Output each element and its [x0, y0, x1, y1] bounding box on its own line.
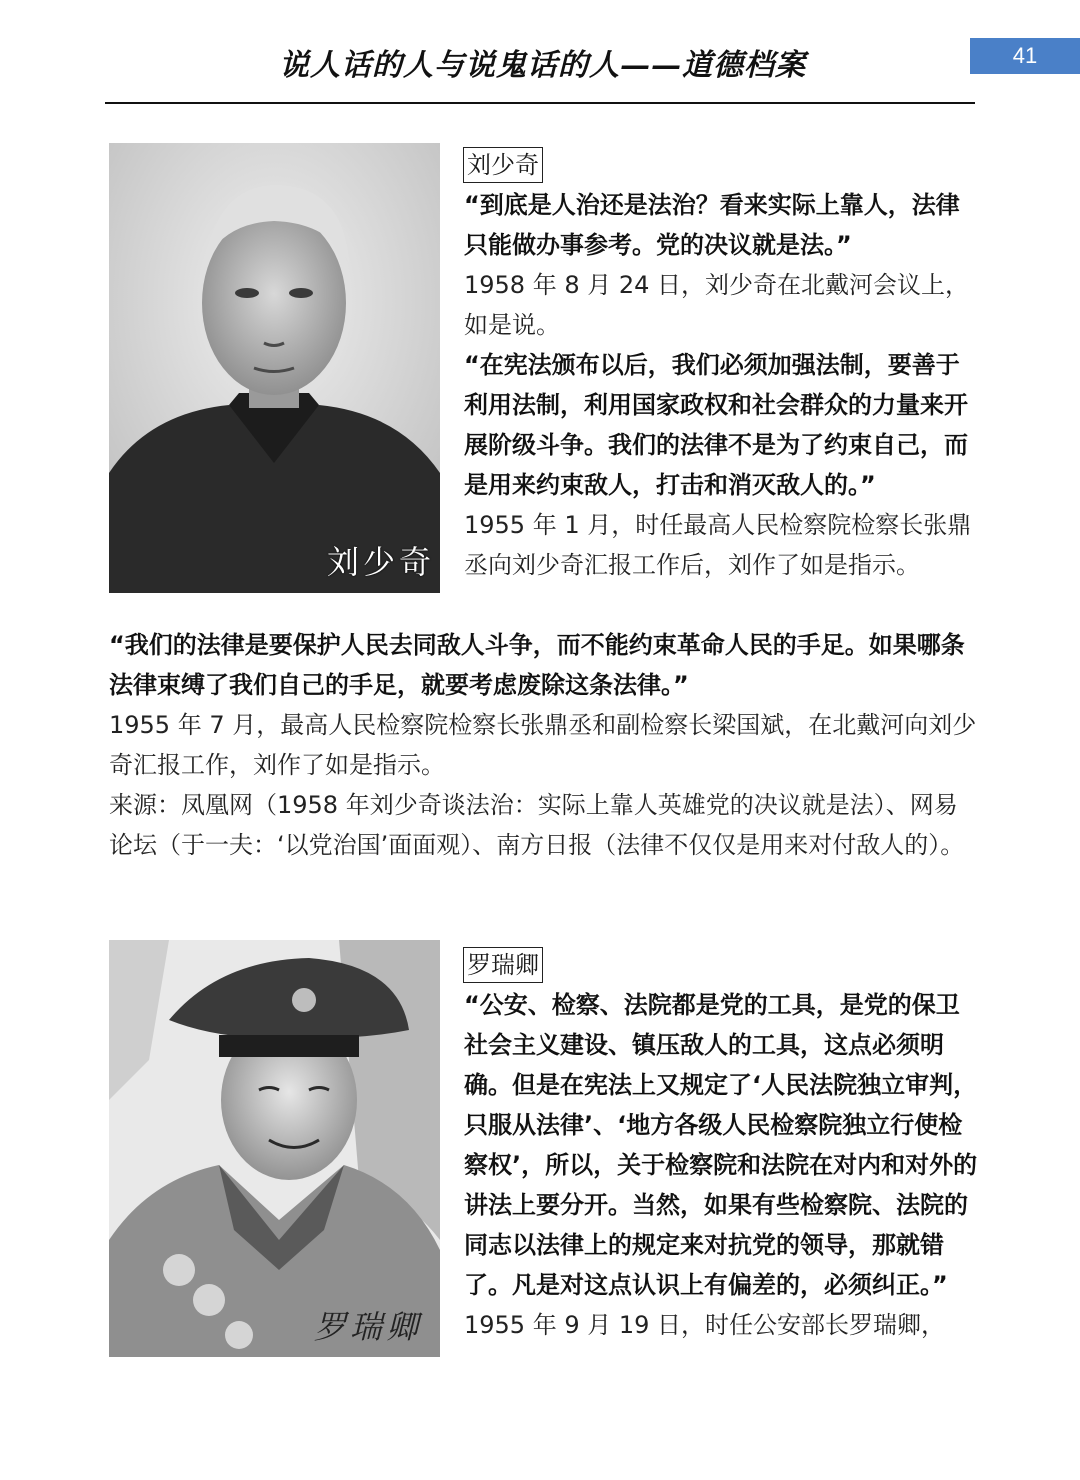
source-note: 来源：凤凰网（1958 年刘少奇谈法治：实际上靠人英雄党的决议就是法）、网易论坛（于一夫：‘以党治国’面面观）、南方日报（法律不仅仅是用来对付敌人的）。: [109, 791, 965, 859]
person-name-label: 罗瑞卿: [463, 947, 543, 983]
quote-block: “我们的法律是要保护人民去同敌人斗争，而不能约束革命人民的手足。如果哪条法律束缚了我们自己的手足，就要考虑废除这条法律。”: [109, 631, 965, 699]
entry1-full-text: [109, 625, 979, 865]
attribution-note: 1955 年 1 月，时任最高人民检察院检察长张鼎丞向刘少奇汇报工作后，刘作了如是指示。: [464, 511, 972, 579]
running-header-title: 说人话的人与说鬼话的人——道德档案: [279, 48, 806, 83]
quote-block: “在宪法颁布以后，我们必须加强法制，要善于利用法制，利用国家政权和社会群众的力量来开展阶级斗争。我们的法律不是为了约束自己，而是用来约束敌人，打击和消灭敌人的。”: [464, 351, 968, 499]
attribution-note: 1955 年 7 月，最高人民检察院检察长张鼎丞和副检察长梁国斌，在北戴河向刘少奇汇报工作，刘作了如是指示。: [109, 711, 977, 779]
quote-block: “到底是人治还是法治？看来实际上靠人，法律只能做办事参考。党的决议就是法。”: [464, 191, 960, 259]
person-name-label: 刘少奇: [463, 147, 543, 183]
entry2-side-text: [464, 985, 979, 1345]
photo-caption: 罗瑞卿: [314, 1308, 423, 1346]
photo-caption: 刘少奇: [327, 543, 436, 581]
attribution-note: 1955 年 9 月 19 日，时任公安部长罗瑞卿，: [464, 1311, 946, 1339]
page-number-badge: 41: [970, 38, 1080, 74]
quote-block: “公安、检察、法院都是党的工具，是党的保卫社会主义建设、镇压敌人的工具，这点必须明确。但是在宪法上又规定了‘人民法院独立审判，只服从法律’、‘地方各级人民检察院独立行使检察权’，所以，关于检察院和法院在对内和对外的讲法上要分开。当然，如果有些检察院、法院的同志以法律上的规定来对抗党的领导，那就错了。凡是对这点认识上有偏差的，必须纠正。”: [464, 991, 978, 1299]
header-rule: [105, 102, 975, 104]
attribution-note: 1958 年 8 月 24 日，刘少奇在北戴河会议上，如是说。: [464, 271, 970, 339]
portrait-photo-liu: [109, 143, 440, 593]
portrait-image: [109, 940, 440, 1357]
portrait-photo-luo: [109, 940, 440, 1357]
portrait-image: [109, 143, 440, 593]
entry1-side-text: [464, 185, 979, 585]
